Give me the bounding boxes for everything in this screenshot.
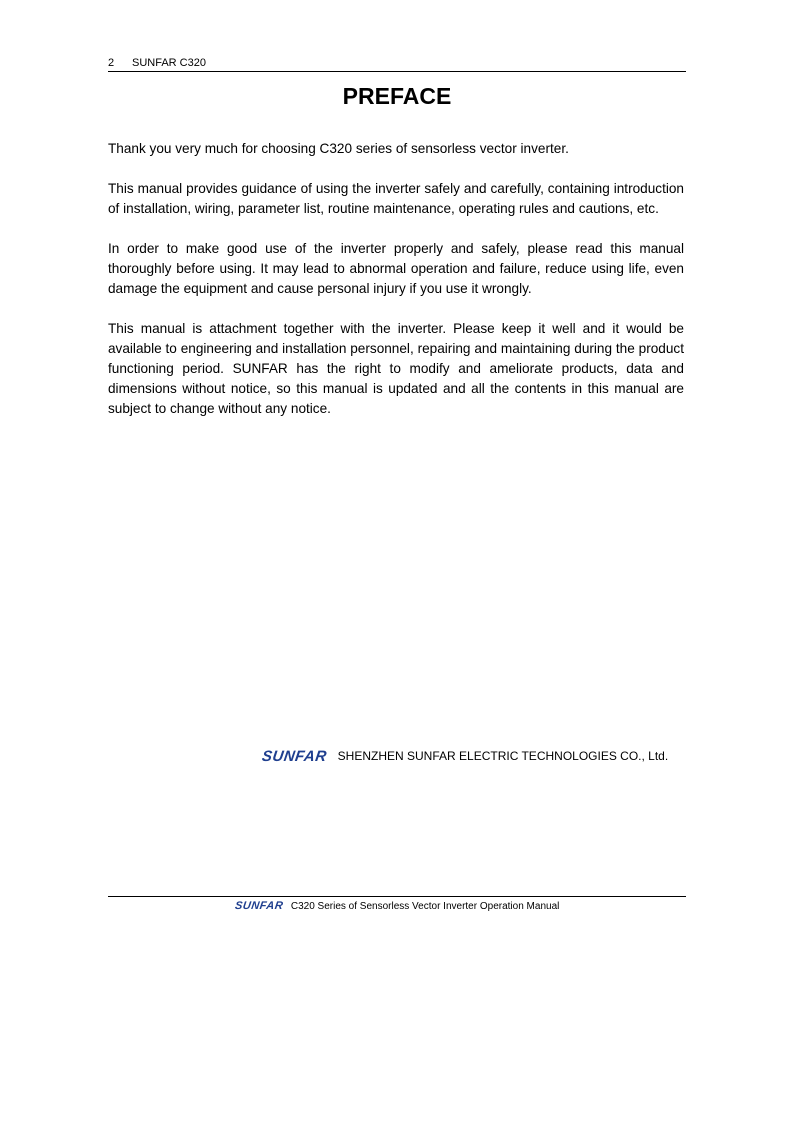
paragraph-guidance: This manual provides guidance of using the inverter safely and carefully, containing introduction of installation, wiring, parameter list, routine maintenance, operating rules and cautions, etc.: [108, 181, 684, 216]
footer-sunfar-logo: SUNFAR: [233, 900, 284, 912]
sunfar-logo: SUNFAR: [260, 747, 328, 765]
company-signature: [262, 746, 668, 766]
paragraph-notice: This manual is attachment together with the inverter. Please keep it well and it would be available to engineering and installation personnel, repairing and maintaining during the product functioning period. SUNFAR has the right to modify and ameliorate products, data and dimensions without notice, so this manual is updated and all the contents in this manual are subject to change without any notice.: [108, 321, 684, 416]
footer-divider: [108, 896, 686, 897]
preface-body: [108, 139, 684, 439]
page-number: 2: [108, 57, 115, 69]
page-title: PREFACE: [342, 83, 452, 109]
company-name: SHENZHEN SUNFAR ELECTRIC TECHNOLOGIES CO., Ltd.: [337, 749, 669, 763]
paragraph-thanks: Thank you very much for choosing C320 series of sensorless vector inverter.: [108, 141, 569, 156]
running-title: SUNFAR C320: [132, 57, 206, 69]
page-header: [108, 57, 686, 72]
paragraph-safety: In order to make good use of the inverter properly and safely, please read this manual thoroughly before using. It may lead to abnormal operation and failure, reduce using life, even damage the equipment and cause personal injury if you use it wrongly.: [108, 241, 684, 296]
page-footer: [108, 899, 686, 914]
footer-manual-title: C320 Series of Sensorless Vector Inverter Operation Manual: [290, 901, 560, 912]
